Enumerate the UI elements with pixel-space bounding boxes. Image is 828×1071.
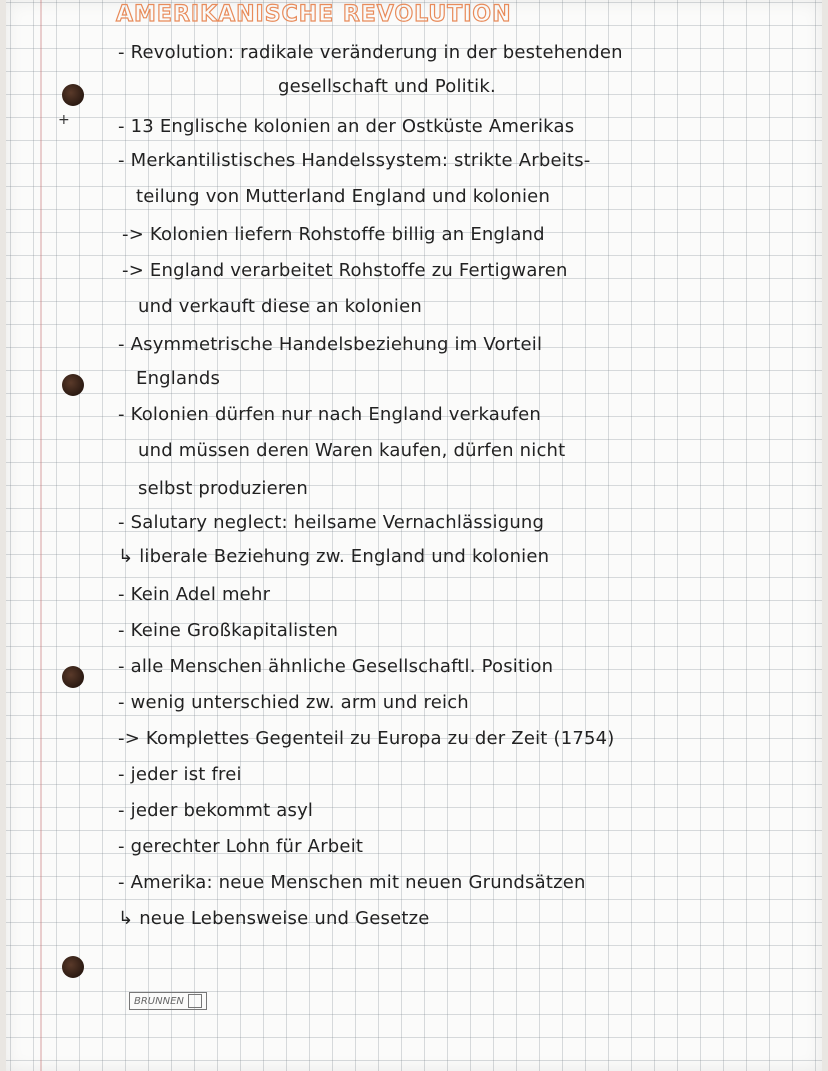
note-line: - wenig unterschied zw. arm und reich [118,692,469,713]
punch-hole-icon [62,84,84,106]
note-line: gesellschaft und Politik. [278,76,496,97]
page-title: AMERIKANISCHE REVOLUTION [116,2,512,27]
note-line: ↳ liberale Beziehung zw. England und kolonien [118,546,550,567]
margin-line [40,0,42,1071]
notebook-page [6,0,822,1071]
note-line: -> England verarbeitet Rohstoffe zu Fertigwaren [122,260,568,281]
note-line: - jeder bekommt asyl [118,800,314,821]
punch-hole-icon [62,666,84,688]
note-line: - Asymmetrische Handelsbeziehung im Vorteil [118,334,543,355]
note-line: - Salutary neglect: heilsame Vernachlässigung [118,512,545,533]
note-line: - alle Menschen ähnliche Gesellschaftl. Position [118,656,554,677]
note-line: - jeder ist frei [118,764,242,785]
note-line: und verkauft diese an kolonien [138,296,422,317]
note-line: - Merkantilistisches Handelssystem: strikte Arbeits- [118,150,591,171]
brand-label: BRUNNEN [134,996,184,1007]
punch-hole-icon [62,374,84,396]
note-line: - Revolution: radikale veränderung in der bestehenden [118,42,623,63]
note-line: -> Komplettes Gegenteil zu Europa zu der Zeit (1754) [118,728,615,749]
note-line: - Keine Großkapitalisten [118,620,339,641]
punch-hole-icon [62,956,84,978]
note-line: und müssen deren Waren kaufen, dürfen nicht [138,440,566,461]
note-line: - 13 Englische kolonien an der Ostküste Amerikas [118,116,575,137]
brand-logo [129,992,207,1010]
note-line: - gerechter Lohn für Arbeit [118,836,364,857]
margin-mark: + [58,112,70,128]
note-line: selbst produzieren [138,478,308,499]
note-line: -> Kolonien liefern Rohstoffe billig an England [122,224,545,245]
brand-mark-icon [188,994,202,1008]
note-line: Englands [136,368,221,389]
note-line: - Amerika: neue Menschen mit neuen Grundsätzen [118,872,586,893]
note-line: - Kein Adel mehr [118,584,271,605]
note-line: - Kolonien dürfen nur nach England verkaufen [118,404,542,425]
note-line: teilung von Mutterland England und kolonien [136,186,551,207]
note-line: ↳ neue Lebensweise und Gesetze [118,908,430,929]
